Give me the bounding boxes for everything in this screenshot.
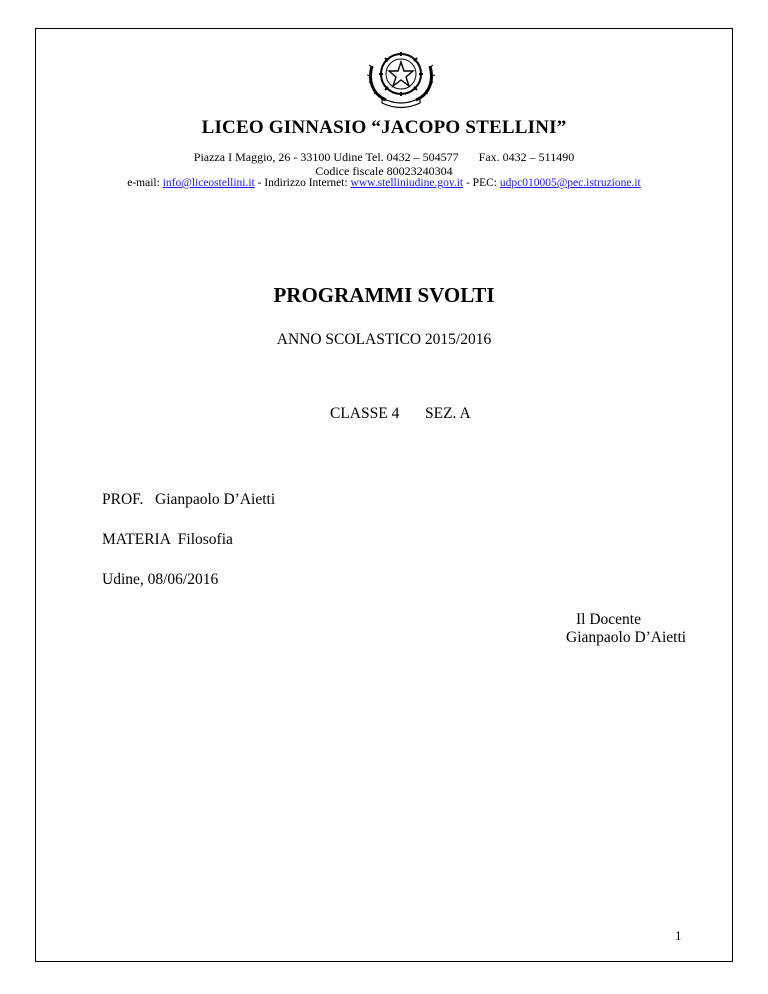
school-name: LICEO GINNASIO “JACOPO STELLINI” (201, 117, 567, 138)
internet-label: - Indirizzo Internet: (257, 177, 348, 189)
pec-label: - PEC: (465, 177, 497, 189)
school-year: ANNO SCOLASTICO 2015/2016 (276, 331, 492, 348)
italian-republic-emblem-icon (364, 44, 438, 110)
pec-link[interactable]: udpc010005@pec.istruzione.it (499, 177, 641, 189)
signature-name: Gianpaolo D’Aietti (566, 629, 687, 646)
fax: Fax. 0432 – 511490 (478, 150, 575, 164)
section-label: SEZ. A (425, 405, 471, 422)
address: Piazza I Maggio, 26 - 33100 Udine Tel. 0432 – 504577 (193, 150, 459, 164)
website-link[interactable]: www.stelliniudine.gov.it (350, 177, 464, 189)
contacts-line (0, 177, 768, 189)
email-label: e-mail: (127, 177, 160, 189)
signature-role: Il Docente (576, 611, 641, 628)
document-title: PROGRAMMI SVOLTI (273, 283, 495, 307)
place-date: Udine, 08/06/2016 (102, 571, 219, 588)
class-label: CLASSE 4 (330, 405, 400, 422)
tax-code: Codice fiscale 80023240304 (315, 164, 453, 178)
subject-line: MATERIA Filosofia (102, 531, 233, 548)
address-line (0, 150, 768, 165)
email-link[interactable]: info@liceostellini.it (162, 177, 255, 189)
page-number: 1 (675, 928, 682, 943)
teacher-line: PROF. Gianpaolo D’Aietti (102, 491, 276, 508)
